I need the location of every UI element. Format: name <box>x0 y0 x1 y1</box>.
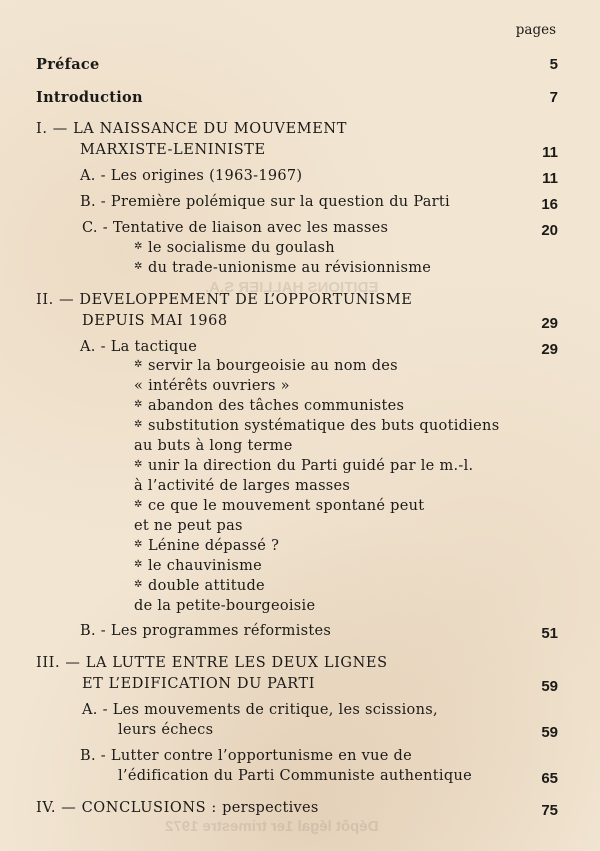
bullet-icon: ✲ <box>134 579 143 590</box>
bullet-icon: ✲ <box>134 359 143 370</box>
bleed-through-text: Dépôt légal 1er trimestre 1972 <box>165 818 379 835</box>
bullet-icon: ✲ <box>134 459 143 470</box>
toc-bullet: ✲ servir la bourgeoisie au nom des <box>134 358 398 374</box>
section-title-continued: l’édification du Parti Communiste authentique <box>118 768 472 784</box>
bullet-icon: ✲ <box>134 399 143 410</box>
section-label: C. - <box>82 220 108 236</box>
toc-bullet: ✲ ce que le mouvement spontané peut <box>134 498 425 514</box>
section-label: A. - <box>80 339 106 355</box>
page-number: 11 <box>542 144 558 161</box>
page-number: 5 <box>549 56 558 73</box>
section-label: B. - <box>80 194 106 210</box>
chapter-number: II. — <box>36 292 75 308</box>
section-label: B. - <box>80 748 106 764</box>
section-label: A. - <box>82 702 108 718</box>
toc-bullet-continued: de la petite-bourgeoisie <box>134 598 316 614</box>
toc-section <box>80 623 331 639</box>
toc-bullet: ✲ le socialisme du goulash <box>134 240 335 256</box>
chapter-title-continued: DEPUIS MAI 1968 <box>82 313 228 329</box>
page-number: 7 <box>549 89 558 106</box>
pages-column-header: pages <box>515 22 556 38</box>
bullet-icon: ✲ <box>134 539 143 550</box>
toc-section <box>82 702 438 718</box>
toc-bullet: ✲ Lénine dépassé ? <box>134 538 280 554</box>
toc-bullet-continued: et ne peut pas <box>134 518 243 534</box>
section-title: Première polémique sur la question du Parti <box>110 194 450 210</box>
toc-section <box>80 194 450 210</box>
toc-bullet: ✲ substitution systématique des buts quotidiens <box>134 418 500 434</box>
bullet-icon: ✲ <box>134 559 143 570</box>
page-number: 51 <box>541 625 558 642</box>
chapter-heading <box>36 121 347 137</box>
bleed-through-text: EDITIONS HALLIER S.A. <box>205 279 379 296</box>
bullet-icon: ✲ <box>134 261 143 272</box>
section-title-continued: leurs échecs <box>118 722 214 738</box>
chapter-number: IV. — <box>36 800 77 816</box>
bullet-icon: ✲ <box>134 499 143 510</box>
toc-bullet-continued: « intérêts ouvriers » <box>134 378 290 394</box>
toc-bullet: ✲ unir la direction du Parti guidé par le m.-l. <box>134 458 474 474</box>
page-number: 65 <box>541 770 558 787</box>
toc-bullet-continued: au buts à long terme <box>134 438 293 454</box>
page-number: 16 <box>541 196 558 213</box>
page-number: 11 <box>542 170 558 187</box>
chapter-title-continued: ET L’EDIFICATION DU PARTI <box>82 676 316 692</box>
toc-bullet-continued: à l’activité de larges masses <box>134 478 351 494</box>
section-label: B. - <box>80 623 106 639</box>
toc-bullet: ✲ du trade-unionisme au révisionnisme <box>134 260 432 276</box>
section-title: Les mouvements de critique, les scissions, <box>112 702 438 718</box>
page-number: 29 <box>541 341 558 358</box>
bullet-icon: ✲ <box>134 241 143 252</box>
page-number: 59 <box>541 678 558 695</box>
bullet-icon: ✲ <box>134 419 143 430</box>
page-number: 75 <box>541 802 558 819</box>
section-label: A. - <box>80 168 106 184</box>
section-title: Lutter contre l’opportunisme en vue de <box>110 748 413 764</box>
chapter-title: LA LUTTE ENTRE LES DEUX LIGNES <box>85 655 388 671</box>
chapter-number: III. — <box>36 655 81 671</box>
chapter-title-continued: MARXISTE-LENINISTE <box>80 142 266 158</box>
chapter-title: DEVELOPPEMENT DE L’OPPORTUNISME <box>79 292 413 308</box>
page-number: 20 <box>541 222 558 239</box>
page-number: 29 <box>541 315 558 332</box>
toc-bullet: ✲ le chauvinisme <box>134 558 263 574</box>
page-number: 59 <box>541 724 558 741</box>
chapter-heading <box>36 292 413 308</box>
chapter-title: LA NAISSANCE DU MOUVEMENT <box>73 121 347 137</box>
section-title: Les origines (1963-1967) <box>110 168 303 184</box>
toc-bullet: ✲ double attitude <box>134 578 265 594</box>
chapter-title: CONCLUSIONS : <box>81 800 217 816</box>
chapter-heading <box>36 655 388 671</box>
chapter-number: I. — <box>36 121 68 137</box>
section-title: La tactique <box>110 339 198 355</box>
chapter-heading <box>36 800 319 816</box>
toc-bullet: ✲ abandon des tâches communistes <box>134 398 405 414</box>
toc-section <box>80 339 197 355</box>
section-title: Les programmes réformistes <box>110 623 332 639</box>
toc-entry-introduction: Introduction <box>36 89 143 106</box>
toc-entry-preface: Préface <box>36 56 100 73</box>
section-title: Tentative de liaison avec les masses <box>112 220 389 236</box>
toc-section <box>82 220 388 236</box>
toc-section <box>80 748 412 764</box>
toc-section <box>80 168 302 184</box>
chapter-subtitle: perspectives <box>222 800 319 816</box>
